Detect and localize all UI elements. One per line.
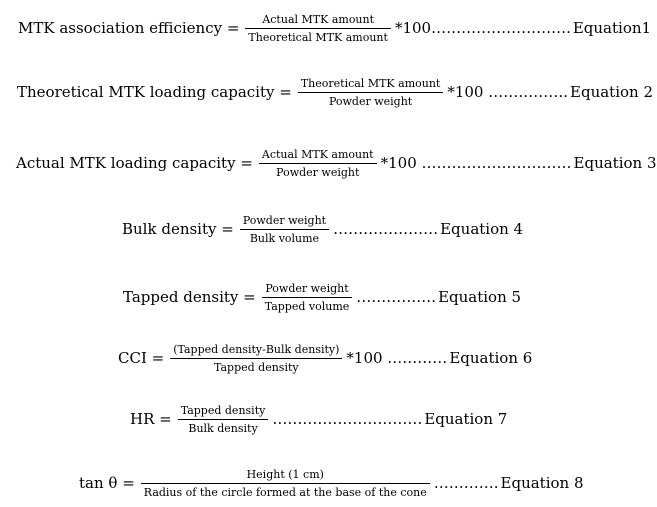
fraction-denominator: Bulk density xyxy=(188,422,258,435)
equation-lhs: Tapped density = xyxy=(123,288,256,306)
equation-label: Equation 5 xyxy=(438,288,522,306)
equation-lhs: Bulk density = xyxy=(122,220,234,238)
fraction-denominator: Radius of the circle formed at the base of the cone xyxy=(143,486,427,499)
equation-lhs: CCI = xyxy=(118,349,165,367)
fraction-numerator: Height (1 cm) xyxy=(246,468,324,481)
equation-7 xyxy=(130,405,507,434)
fraction-denominator: Bulk volume xyxy=(249,232,320,245)
fraction-denominator: Tapped density xyxy=(214,361,299,374)
equation-2 xyxy=(17,78,653,107)
fraction xyxy=(259,149,377,178)
equation-label: Equation 3 xyxy=(573,154,657,172)
equation-suffix: ………………… xyxy=(333,220,439,238)
equation-label: Equation 7 xyxy=(424,410,508,428)
equation-lhs: Actual MTK loading capacity = xyxy=(16,154,253,172)
equation-suffix: ………………………… xyxy=(272,410,423,428)
fraction-denominator: Powder weight xyxy=(328,95,413,108)
equation-suffix: ……………. xyxy=(356,288,437,306)
fraction xyxy=(240,215,329,244)
equation-suffix: *100 ……………. xyxy=(447,83,569,101)
equation-suffix: *100 ………………………… xyxy=(380,154,572,172)
fraction xyxy=(298,78,444,107)
equation-lhs: HR = xyxy=(130,410,172,428)
equation-1 xyxy=(18,14,651,43)
equation-lhs: tan θ = xyxy=(79,474,135,492)
equation-lhs: MTK association efficiency = xyxy=(18,19,240,37)
fraction-denominator: Tapped volume xyxy=(264,300,350,313)
fraction xyxy=(141,469,430,498)
equation-suffix: …………. xyxy=(433,474,499,492)
equation-6 xyxy=(118,344,532,373)
fraction-numerator: Powder weight xyxy=(242,214,327,227)
fraction-numerator: (Tapped density-Bulk density) xyxy=(173,343,340,356)
fraction-numerator: Powder weight xyxy=(265,282,349,295)
equation-label: Equation1 xyxy=(572,19,652,37)
fraction xyxy=(178,405,269,434)
equation-label: Equation 4 xyxy=(440,220,524,238)
fraction-denominator: Theoretical MTK amount xyxy=(248,31,388,44)
fraction-denominator: Powder weight xyxy=(276,166,360,179)
equation-3 xyxy=(16,149,657,178)
fraction-numerator: Actual MTK amount xyxy=(262,13,375,26)
equation-lhs: Theoretical MTK loading capacity = xyxy=(17,83,292,101)
equation-label: Equation 2 xyxy=(570,83,653,101)
equation-suffix: *100 ………… xyxy=(346,349,448,367)
equation-label: Equation 8 xyxy=(500,474,584,492)
fraction-numerator: Theoretical MTK amount xyxy=(300,77,441,90)
fraction xyxy=(245,14,391,43)
fraction-numerator: Tapped density xyxy=(180,404,266,417)
equation-label: Equation 6 xyxy=(449,349,533,367)
equation-4 xyxy=(122,215,523,244)
equation-8 xyxy=(79,469,584,498)
equation-suffix: *100………………………. xyxy=(394,19,571,37)
fraction xyxy=(170,344,342,373)
equation-5 xyxy=(123,283,521,312)
fraction-numerator: Actual MTK amount xyxy=(261,148,374,161)
fraction xyxy=(262,283,353,312)
